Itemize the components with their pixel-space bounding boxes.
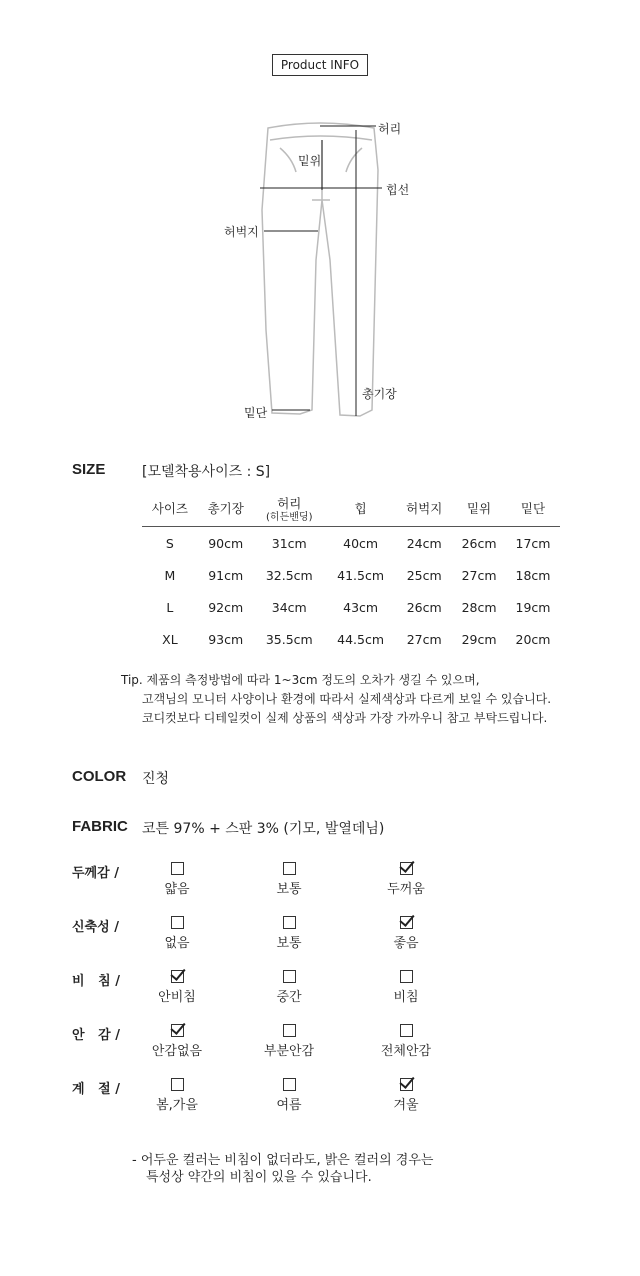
size-row [142, 591, 560, 623]
size-cell: 43cm [343, 599, 379, 615]
attribute-option-label: 없음 [164, 936, 190, 951]
checkbox-icon [400, 970, 413, 983]
attribute-option-label: 중간 [276, 990, 302, 1005]
attribute-option [137, 916, 217, 951]
size-cell: 25cm [406, 567, 442, 583]
size-cell: 41.5cm [337, 567, 385, 583]
header-cell: 힙 [325, 490, 396, 527]
attribute-option [137, 970, 217, 1005]
attribute-option [137, 1078, 217, 1113]
attribute-option-label: 얇음 [164, 882, 190, 897]
size-row [142, 559, 560, 591]
attribute-option-label: 두꺼움 [387, 882, 425, 897]
attribute-option-label: 보통 [276, 936, 302, 951]
size-cell: 92cm [208, 599, 244, 615]
total-length-label: 총기장 [362, 387, 397, 401]
header-cell: 사이즈 [142, 490, 198, 527]
size-cell: 17cm [515, 535, 551, 551]
checked-box-icon [400, 862, 413, 875]
attribute-option-label: 안감없음 [151, 1044, 203, 1059]
size-cell: 28cm [461, 599, 497, 615]
size-cell: 34cm [271, 599, 307, 615]
note-line-2: 특성상 약간의 비침이 있을 수 있습니다. [146, 1170, 372, 1185]
attribute-option [249, 1078, 329, 1113]
size-cell: 44.5cm [337, 631, 385, 647]
attribute-option [366, 862, 446, 897]
size-cell: 93cm [208, 631, 244, 647]
checked-box-icon [171, 970, 184, 983]
fabric-value: 코튼 97% + 스판 3% (기모, 발열데님) [142, 821, 385, 837]
tip-line-3: 코디컷보다 디테일컷이 실제 상품의 색상과 가장 가까우니 참고 부탁드립니다. [142, 711, 548, 725]
checkbox-icon [283, 1078, 296, 1091]
attribute-option-label: 안비침 [158, 990, 196, 1005]
hem-label: 밑단 [244, 406, 268, 420]
size-cell: 26cm [406, 599, 442, 615]
size-cell: 19cm [515, 599, 551, 615]
size-cell: 27cm [406, 631, 442, 647]
size-table-body [142, 527, 560, 656]
attribute-option [249, 1024, 329, 1059]
tip-line-1: Tip. 제품의 측정방법에 따라 1~3cm 정도의 오차가 생길 수 있으며, [121, 673, 480, 687]
header-cell: 총기장 [198, 490, 254, 527]
checkbox-icon [171, 862, 184, 875]
attribute-option [137, 1024, 217, 1059]
attribute-option-label: 전체안감 [380, 1044, 432, 1059]
attribute-option-label: 비침 [393, 990, 419, 1005]
checked-box-icon [400, 1078, 413, 1091]
checkbox-icon [283, 862, 296, 875]
rise-label: 밑위 [298, 154, 322, 168]
attribute-option [249, 970, 329, 1005]
size-cell: 90cm [208, 535, 244, 551]
fabric-title: FABRIC [72, 818, 128, 835]
attribute-option-label: 여름 [276, 1098, 302, 1113]
color-title: COLOR [72, 768, 127, 785]
model-size: [모델착용사이즈 : S] [142, 464, 271, 480]
header-cell: 허벅지 [396, 490, 452, 527]
size-cell: 26cm [461, 535, 497, 551]
size-cell: 20cm [515, 631, 551, 647]
attribute-option-label: 좋음 [393, 936, 419, 951]
checkbox-icon [400, 1024, 413, 1037]
attribute-option [366, 1024, 446, 1059]
size-row [142, 527, 560, 560]
checkbox-icon [171, 916, 184, 929]
size-table-header [142, 490, 560, 527]
checkbox-icon [283, 1024, 296, 1037]
attribute-option-label: 겨울 [393, 1098, 419, 1113]
attribute-label: 계 절 / [72, 1082, 120, 1097]
size-cell: 35.5cm [265, 631, 313, 647]
color-value: 진청 [142, 771, 170, 787]
attribute-option [366, 916, 446, 951]
checkbox-icon [283, 970, 296, 983]
size-table [142, 490, 560, 655]
checkbox-icon [171, 1078, 184, 1091]
note-line-1: - 어두운 컬러는 비침이 없더라도, 밝은 컬러의 경우는 [132, 1153, 434, 1168]
attribute-option [249, 916, 329, 951]
attribute-option [137, 862, 217, 897]
attribute-label: 신축성 / [72, 920, 119, 935]
size-row [142, 623, 560, 655]
attribute-option-label: 부분안감 [263, 1044, 315, 1059]
attribute-label: 비 침 / [72, 974, 120, 989]
thigh-label: 허벅지 [224, 225, 259, 239]
header-cell: 밑위 [452, 490, 506, 527]
attribute-label: 두께감 / [72, 866, 119, 881]
hip-label: 힙선 [386, 183, 410, 197]
measure-lines [260, 126, 382, 416]
attribute-option-label: 봄,가을 [156, 1098, 198, 1113]
size-cell: 18cm [515, 567, 551, 583]
size-cell: 91cm [208, 567, 244, 583]
size-cell: S [165, 535, 174, 551]
attribute-label: 안 감 / [72, 1028, 120, 1043]
header-waist: 허리 [277, 495, 302, 511]
checked-box-icon [400, 916, 413, 929]
attribute-option [366, 1078, 446, 1113]
size-cell: 31cm [271, 535, 307, 551]
size-cell: 32.5cm [265, 567, 313, 583]
attribute-option [366, 970, 446, 1005]
size-cell: M [164, 567, 176, 583]
tip-line-2: 고객님의 모니터 사양이나 환경에 따라서 실제색상과 다르게 보일 수 있습니다. [142, 692, 552, 706]
size-cell: 27cm [461, 567, 497, 583]
size-cell: XL [162, 631, 178, 647]
size-cell: 29cm [461, 631, 497, 647]
size-cell: 24cm [406, 535, 442, 551]
waist-label: 허리 [378, 122, 402, 136]
header-cell-waist [254, 490, 325, 527]
size-cell: L [166, 599, 174, 615]
product-info-label: Product INFO [272, 54, 368, 76]
attribute-option-label: 보통 [276, 882, 302, 897]
size-cell: 40cm [343, 535, 379, 551]
header-waist-sub: (히든밴딩) [266, 511, 313, 523]
checked-box-icon [171, 1024, 184, 1037]
checkbox-icon [283, 916, 296, 929]
header-cell: 밑단 [506, 490, 560, 527]
attribute-option [249, 862, 329, 897]
size-title: SIZE [72, 461, 106, 478]
